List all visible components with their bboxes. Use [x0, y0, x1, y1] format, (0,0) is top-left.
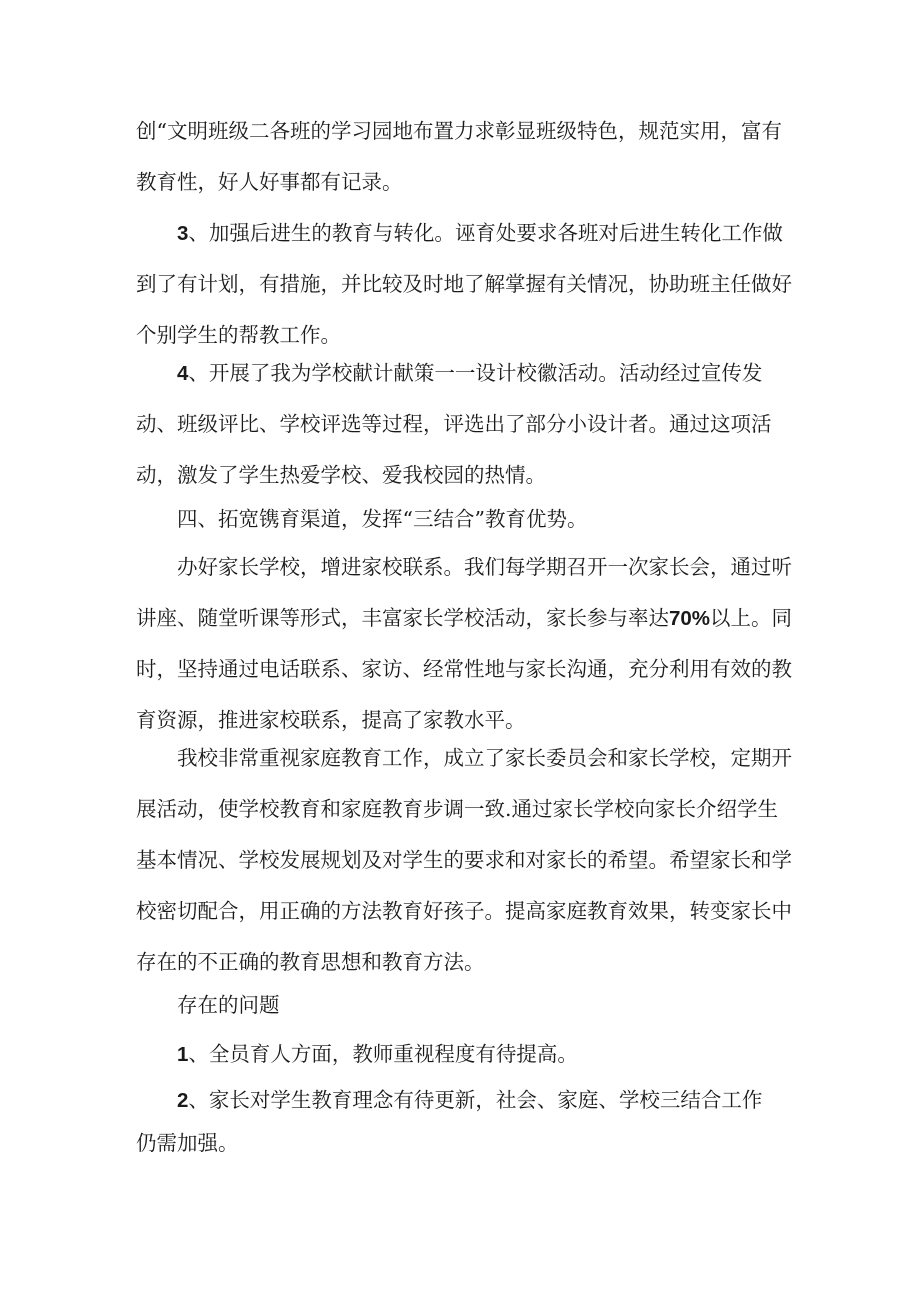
paragraph-text: 、家长对学生教育理念有待更新，社会、家庭、学校三结合工作: [188, 1088, 763, 1112]
item-number: 3: [177, 222, 189, 245]
item-number: 2: [177, 1089, 189, 1112]
paragraph-text: 四、拓宽镌育渠道，发挥“三结合”教育优势。: [177, 507, 588, 531]
paragraph-problem-2-continuation: [136, 1118, 796, 1169]
participation-rate: 70%: [669, 607, 711, 630]
paragraph-text: 我校非常重视家庭教育工作，成立了家长委员会和家长学校，定期开展活动，使学校教育和家庭教育步调一致.通过家长学校向家长介绍学生基本情况、学校发展规划及对学生的要求和对家长的希望。希望家长和学校密切配合，用正确的方法教育好孩子。提高家庭教育效果，转变家长中存在的不正确的教育思想和教育方法。: [136, 746, 792, 974]
paragraph-text: 办好家长学校，增进家校联系。我们每学期召开一次家长会，通过听讲座、随堂听课等形式，丰富家长学校活动，家长参与率达: [136, 555, 792, 630]
paragraph-text: 以上。同时，坚持通过电话联系、家访、经常性地与家长沟通，充分利用有效的教育资源，推进家校联系，提高了家教水平。: [136, 606, 793, 732]
paragraph-text: 、开展了我为学校献计献策一一设计校徽活动。活动经过宣传发动、班级评比、学校评选等过程，评选出了部分小设计者。通过这项活动，激发了学生热爱学校、爱我校园的热情。: [136, 361, 772, 487]
paragraph-problem-1: [136, 1029, 796, 1080]
item-number: 1: [177, 1043, 189, 1066]
paragraph-text: 创“文明班级二各班的学习园地布置力求彰显班级特色，规范实用，富有教育性，好人好事都有记录。: [136, 119, 782, 194]
paragraph-text: 、全员育人方面，教师重视程度有待提高。: [188, 1042, 578, 1066]
section-heading-problems: [136, 980, 796, 1031]
paragraph-item-3: [136, 208, 796, 361]
paragraph-text: 仍需加强。: [136, 1131, 239, 1155]
paragraph-item-4: [136, 348, 796, 501]
item-number: 4: [177, 362, 189, 385]
paragraph-text: 存在的问题: [177, 993, 280, 1017]
paragraph-text: 、加强后进生的教育与转化。诬育处要求各班对后进生转化工作做到了有计划，有措施，并比较及时地了解掌握有关情况，协助班主任做好个别学生的帮教工作。: [136, 221, 792, 347]
paragraph-family-education: [136, 733, 796, 988]
paragraph-continuation: [136, 106, 796, 208]
section-heading: [136, 494, 796, 545]
paragraph-parent-school: [136, 542, 796, 746]
